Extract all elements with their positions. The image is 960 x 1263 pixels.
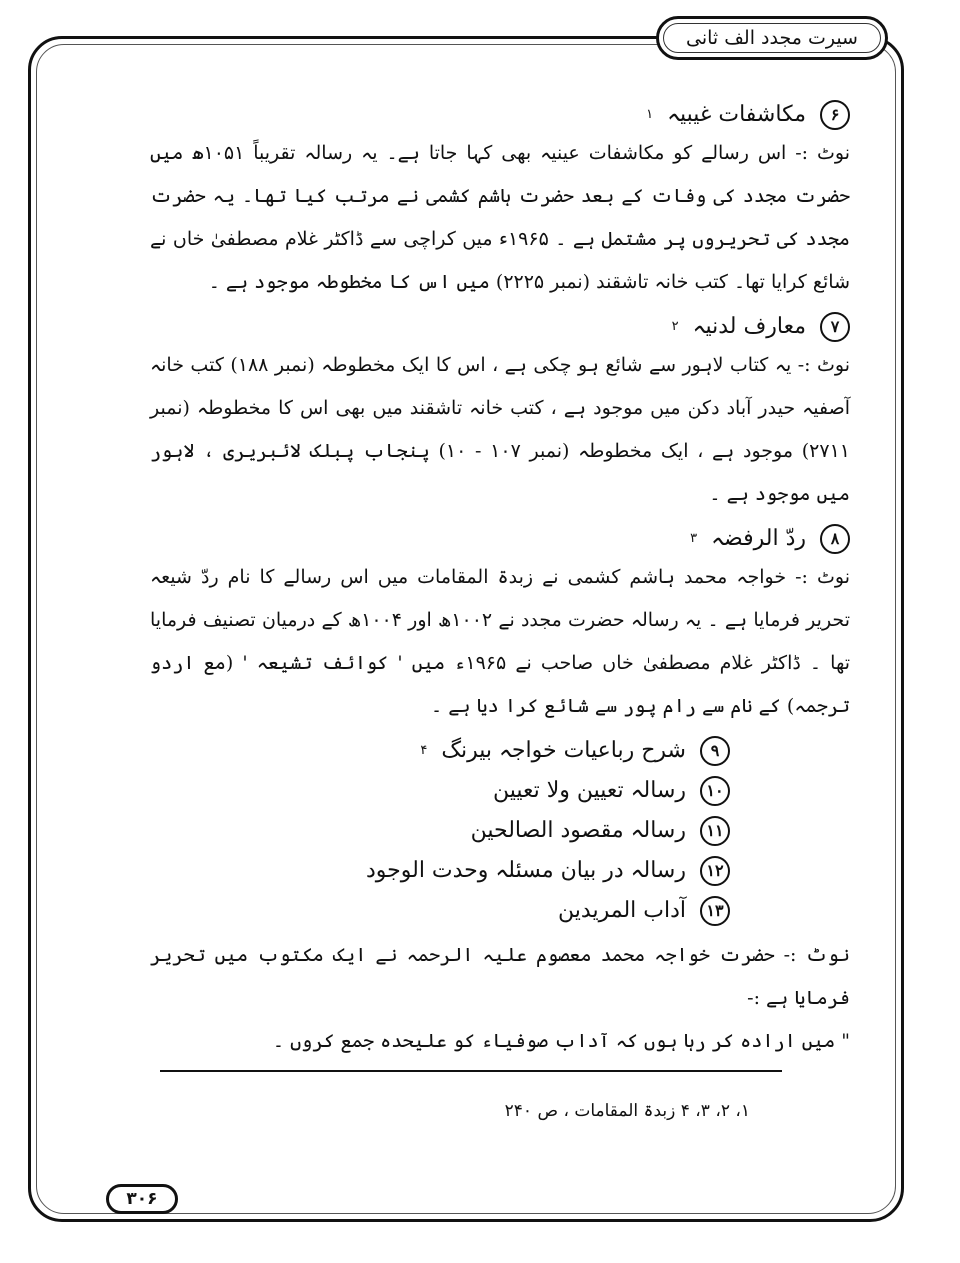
works-list bbox=[150, 734, 730, 928]
footnote-text: زبدۃ المقامات ، ص ۲۴۰ bbox=[504, 1101, 676, 1121]
item-title: آداب المریدین bbox=[558, 898, 686, 923]
item-heading bbox=[150, 310, 850, 344]
list-item bbox=[150, 854, 730, 888]
footnote-divider bbox=[160, 1070, 782, 1072]
item-ref: ۳ bbox=[690, 531, 698, 546]
item-ref: ۱ bbox=[646, 107, 654, 122]
item-title: مکاشفات غیبیہ bbox=[667, 102, 806, 127]
item-heading bbox=[150, 522, 850, 556]
list-item bbox=[150, 894, 730, 928]
page-number: ۳۰۶ bbox=[126, 1189, 158, 1209]
item-number: ۱۳ bbox=[700, 896, 730, 926]
item-title: ردّ الرفضہ bbox=[711, 526, 806, 551]
item-title: معارف لدنیہ bbox=[692, 314, 806, 339]
item-number: ۸ bbox=[820, 524, 850, 554]
list-item bbox=[150, 814, 730, 848]
item-title: شرح رباعیات خواجہ بیرنگ bbox=[441, 738, 686, 763]
running-title-badge bbox=[656, 16, 888, 60]
item-number: ۱۱ bbox=[700, 816, 730, 846]
closing-note bbox=[150, 934, 850, 1063]
item-number: ۷ bbox=[820, 312, 850, 342]
item-heading bbox=[150, 98, 850, 132]
item-number: ۹ bbox=[700, 736, 730, 766]
item-number: ۱۲ bbox=[700, 856, 730, 886]
footnote-refs: ۱، ۲، ۳، ۴ bbox=[680, 1101, 750, 1121]
item-number: ۶ bbox=[820, 100, 850, 130]
list-item bbox=[150, 734, 730, 768]
item-title: رسالہ تعیین ولا تعیین bbox=[492, 778, 686, 803]
item-ref: ۲ bbox=[671, 319, 679, 334]
list-item bbox=[150, 774, 730, 808]
item-note: نوٹ :- اس رسالے کو مکاشفات عینیہ بھی کہا جاتا ہے۔ یہ رسالہ تقریباً ۱۰۵۱ھ میں حضرت مجدد کی وفات کے بعد حضرت ہاشم کشمی نے مرتب کیا تھا۔ یہ حضرت مجدد کی تحریروں پر مشتمل ہے ۔ ۱۹۶۵ء میں کراچی سے ڈاکٹر غلام مصطفیٰ خاں نے شائع کرایا تھا۔ کتب خانہ تاشقند (نمبر ۲۲۲۵) میں اس کا مخطوطہ موجود ہے ۔ bbox=[150, 142, 851, 293]
footnote bbox=[460, 1100, 750, 1121]
item-title: رسالہ در بیان مسئلہ وحدت الوجود bbox=[365, 858, 686, 883]
item-note: نوٹ :- یہ کتاب لاہور سے شائع ہو چکی ہے ، اس کا ایک مخطوطہ (نمبر ۱۸۸) کتب خانہ آصفیہ حیدر آباد دکن میں موجود ہے ، کتب خانہ تاشقند میں بھی اس کا مخطوطہ (نمبر ۲۷۱۱) موجود ہے ، ایک مخطوطہ (نمبر ۱۰۷ - ۱۰) پنجاب پبلک لائبریری ، لاہور میں موجود ہے ۔ bbox=[150, 354, 850, 505]
page-body bbox=[150, 96, 850, 1069]
running-title: سیرت مجدد الف ثانی bbox=[686, 27, 858, 49]
item-ref: ۴ bbox=[420, 743, 428, 758]
page-number-badge bbox=[106, 1184, 178, 1214]
closing-note-line-1: نوٹ :- حضرت خواجہ محمد معصوم علیہ الرحمہ نے ایک مکتوب میں تحریر فرمایا ہے :- bbox=[150, 944, 850, 1009]
item-number: ۱۰ bbox=[700, 776, 730, 806]
closing-note-line-2: " میں ارادہ کر رہا ہوں کہ آداب صوفیاء کو علیحدہ جمع کروں ۔ bbox=[272, 1030, 850, 1052]
item-title: رسالہ مقصود الصالحین bbox=[470, 818, 686, 843]
item-note: نوٹ :- خواجہ محمد ہاشم کشمی نے زبدۃ المقامات میں اس رسالے کا نام ردّ شیعہ تحریر فرمایا ہے ۔ یہ رسالہ حضرت مجدد نے ۱۰۰۲ھ اور ۱۰۰۴ھ کے درمیان تصنیف فرمایا تھا ۔ ڈاکٹر غلام مصطفیٰ خاں صاحب نے ۱۹۶۵ء میں ' کوائف تشیعہ ' (مع اردو ترجمہ) کے نام سے رام پور سے شائع کرا دیا ہے ۔ bbox=[150, 566, 850, 717]
